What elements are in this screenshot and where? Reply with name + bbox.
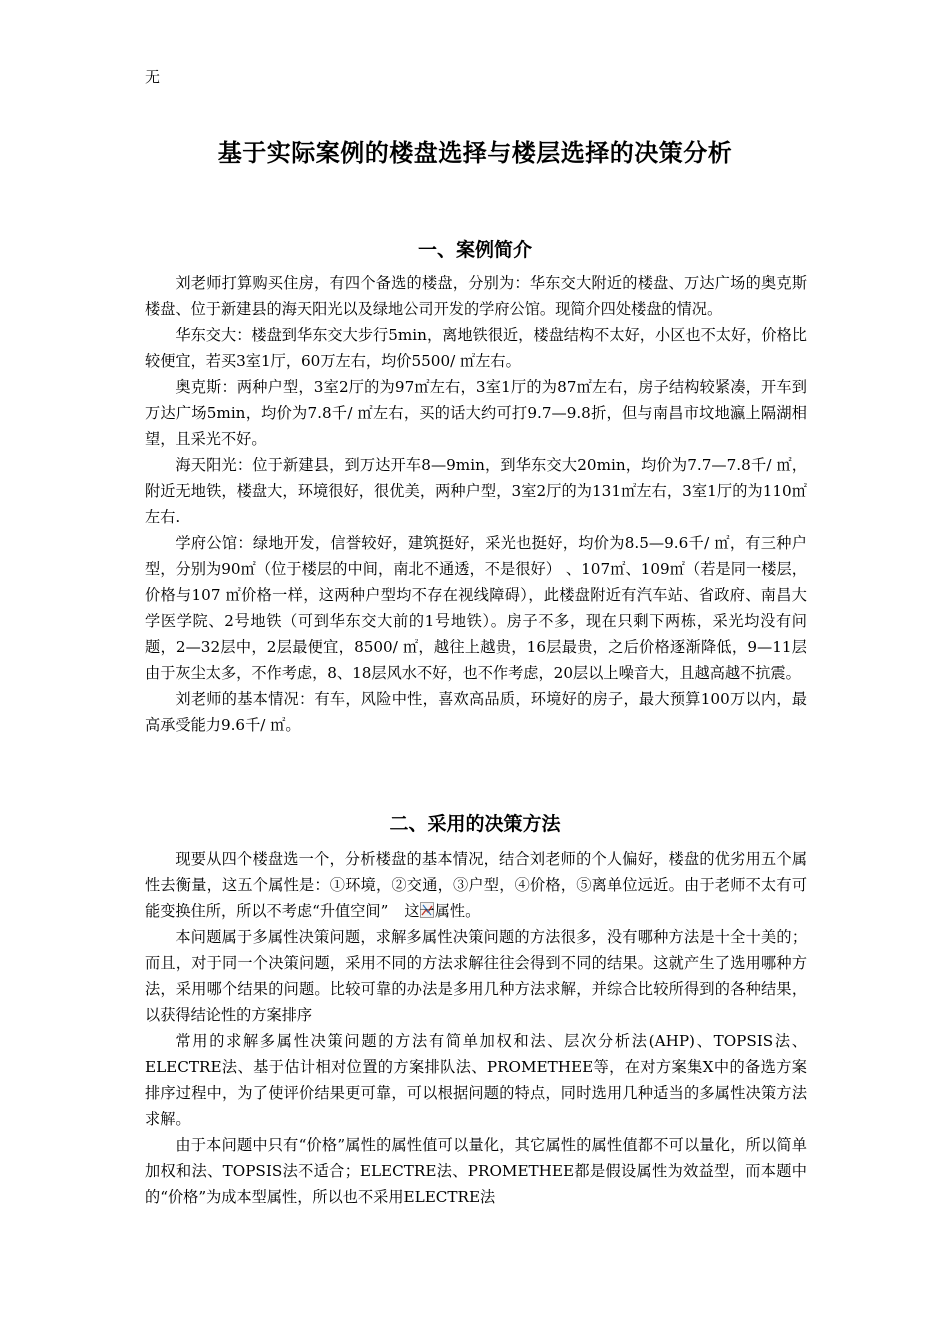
paragraph <box>145 846 807 924</box>
section-1-body <box>145 270 807 738</box>
paragraph: 刘老师的基本情况：有车，风险中性，喜欢高品质，环境好的房子，最大预算100万以内，最高承受能力9.6千/ ㎡。 <box>145 690 807 734</box>
broken-image-icon <box>389 900 403 916</box>
paragraph: 刘老师打算购买住房，有四个备选的楼盘，分别为：华东交大附近的楼盘、万达广场的奥克斯楼盘、位于新建县的海天阳光以及绿地公司开发的学府公馆。现简介四处楼盘的情况。 <box>145 274 807 318</box>
paragraph: 由于本问题中只有“价格”属性的属性值可以量化，其它属性的属性值都不可以量化，所以简单加权和法、TOPSIS法不适合；ELECTRE法、PROMETHEE都是假设属性为效益型，而本题中的“价格”为成本型属性，所以也不采用ELECTRE法 <box>145 1136 807 1206</box>
paragraph: 学府公馆：绿地开发，信誉较好，建筑挺好，采光也挺好，均价为8.5—9.6千/ ㎡，有三种户型，分别为90㎡（位于楼层的中间，南北不通透，不是很好） 、107㎡、109㎡（若是同一楼层，价格与107 ㎡价格一样，这两种户型均不存在视线障碍），此楼盘附近有汽车站、省政府、南昌大学医学院、2号地铁（可到华东交大前的1号地铁）。房子不多，现在只剩下两栋，采光均没有问题，2—32层中，2层最便宜，8500/ ㎡，越往上越贵，16层最贵，之后价格逐渐降低，9—11层由于灰尘太多，不作考虑，8、18层风水不好，也不作考虑，20层以上噪音大，且越高越不抗震。 <box>145 534 807 682</box>
section-2-heading: 二、采用的决策方法 <box>389 813 561 835</box>
document-title: 基于实际案例的楼盘选择与楼层选择的决策分析 <box>217 139 733 167</box>
paragraph: 本问题属于多属性决策问题，求解多属性决策问题的方法很多，没有哪种方法是十全十美的；而且，对于同一个决策问题，采用不同的方法求解往往会得到不同的结果。这就产生了选用哪种方法，采用哪个结果的问题。比较可靠的办法是多用几种方法求解，并综合比较所得到的各种结果，以获得结论性的方案排序 <box>145 928 807 1024</box>
paragraph: 海天阳光：位于新建县，到万达开车8—9min，到华东交大20min，均价为7.7—7.8千/ ㎡，附近无地铁，楼盘大，环境很好，很优美，两种户型，3室2厅的为131㎡左右，3室1厅的为110㎡左右. <box>145 456 807 526</box>
section-2-body <box>145 846 807 1210</box>
paragraph-text: 这一属性。 <box>404 902 481 920</box>
paragraph: 奥克斯：两种户型，3室2厅的为97㎡左右，3室1厅的为87㎡左右，房子结构较紧凑，开车到万达广场5min，均价为7.8千/ ㎡左右，买的话大约可打9.7—9.8折，但与南昌市坟地瀛上隔湖相望，且采光不好。 <box>145 378 807 448</box>
paragraph-text: 现要从四个楼盘选一个，分析楼盘的基本情况，结合刘老师的个人偏好，楼盘的优劣用五个属性去衡量，这五个属性是：①环境，②交通，③户型，④价格，⑤离单位远近。由于老师不太有可能变换住所，所以不考虑“升值空间” <box>145 850 807 920</box>
header-mark: 无 <box>145 68 161 86</box>
paragraph: 常用的求解多属性决策问题的方法有简单加权和法、层次分析法(AHP)、TOPSIS法、ELECTRE法、基于估计相对位置的方案排队法、PROMETHEE等，在对方案集X中的备选方案排序过程中，为了使评价结果更可靠，可以根据问题的特点，同时选用几种适当的多属性决策方法求解。 <box>145 1032 807 1128</box>
paragraph: 华东交大：楼盘到华东交大步行5min，离地铁很近，楼盘结构不太好，小区也不太好，价格比较便宜，若买3室1厅，60万左右，均价5500/ ㎡左右。 <box>145 326 807 370</box>
section-1-heading: 一、案例简介 <box>417 239 532 261</box>
